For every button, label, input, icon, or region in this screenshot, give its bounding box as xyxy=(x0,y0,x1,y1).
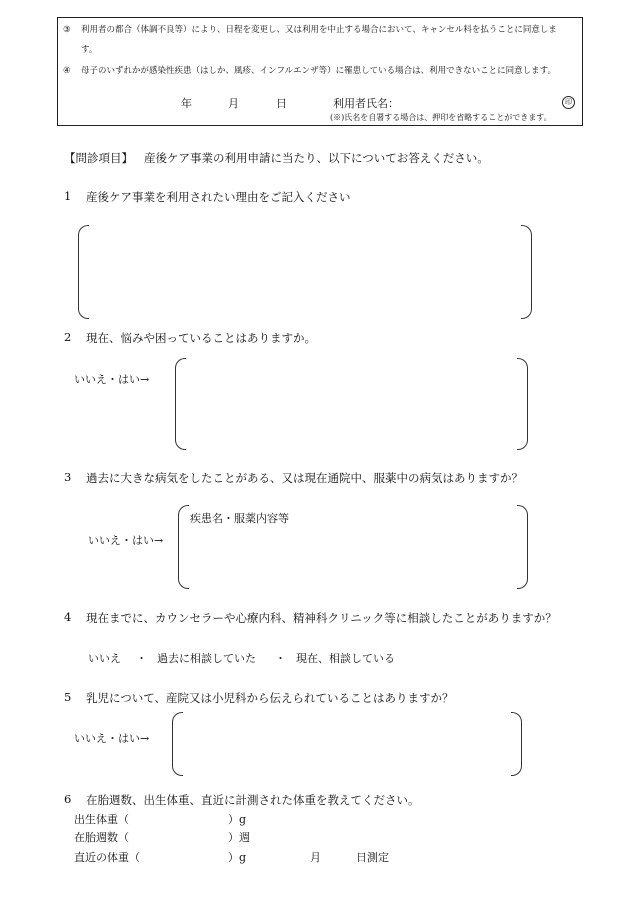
q3-choice[interactable]: いいえ・はい→ xyxy=(88,534,164,547)
q3-bracket-right xyxy=(517,505,528,589)
recent-weight-field[interactable] xyxy=(158,849,228,864)
notice-3-text-cont: す。 xyxy=(81,45,98,55)
notice-4-number: ④ xyxy=(63,66,71,76)
gestation-weeks-unit: ）週 xyxy=(228,831,250,844)
recent-weight-label: 直近の体重（ xyxy=(74,851,140,864)
q4-number: 4 xyxy=(64,610,72,624)
notice-4-text: 母子のいずれかが感染性疾患（はしか、風疹、インフルエンザ等）に罹患している場合は、利用できないことに同意します。 xyxy=(81,66,556,76)
q5-bracket-right xyxy=(511,712,522,776)
sign-name-label: 利用者氏名： xyxy=(333,97,399,110)
q4-sep-1: ・ xyxy=(136,652,147,665)
sign-day: 日 xyxy=(276,97,287,110)
q2-text: 現在、悩みや困っていることはありますか。 xyxy=(86,331,316,345)
sign-year: 年 xyxy=(181,97,192,110)
notice-3-text: 利用者の都合（体調不良等）により、日程を変更し、又は利用を中止する場合において、キャンセル料を払うことに同意しま xyxy=(81,25,557,35)
q2-bracket-right xyxy=(517,358,528,450)
q4-text: 現在までに、カウンセラーや心療内科、精神科クリニック等に相談したことがありますか？ xyxy=(86,611,557,625)
interview-intro: 産後ケア事業の利用申請に当たり、以下についてお答えください。 xyxy=(144,151,489,165)
q6-number: 6 xyxy=(64,792,72,806)
q3-number: 3 xyxy=(64,470,72,484)
q4-option-current[interactable]: 現在、相談している xyxy=(296,652,395,665)
q5-bracket-left xyxy=(172,712,183,776)
q5-number: 5 xyxy=(64,690,72,704)
q6-text: 在胎週数、出生体重、直近に計測された体重を教えてください。 xyxy=(86,793,420,807)
q1-bracket-left xyxy=(78,225,89,319)
q5-text: 乳児について、産院又は小児科から伝えられていることはありますか？ xyxy=(86,691,454,705)
recent-weight-unit: ）g xyxy=(228,851,247,864)
q3-bracket-left xyxy=(178,505,189,589)
q5-choice[interactable]: いいえ・はい→ xyxy=(74,732,150,745)
interview-title: 【問診項目】 xyxy=(64,151,133,165)
birth-weight-field[interactable] xyxy=(158,811,228,826)
birth-weight-label: 出生体重（ xyxy=(74,813,129,826)
recent-weight-month: 月 xyxy=(310,851,321,864)
q2-number: 2 xyxy=(64,330,72,344)
q4-option-past[interactable]: 過去に相談していた xyxy=(157,652,256,665)
seal-mark: 印 xyxy=(562,96,575,109)
birth-weight-unit: ）g xyxy=(228,813,247,826)
q3-text: 過去に大きな病気をしたことがある、又は現在通院中、服薬中の病気はありますか？ xyxy=(86,471,523,485)
q3-box-label: 疾患名・服薬内容等 xyxy=(190,512,289,525)
recent-weight-day: 日測定 xyxy=(356,851,389,864)
q2-choice[interactable]: いいえ・はい→ xyxy=(74,373,150,386)
seal-omit-note: (※)氏名を自署する場合は、押印を省略することができます。 xyxy=(330,113,552,122)
q4-sep-2: ・ xyxy=(275,652,286,665)
q2-bracket-left xyxy=(175,358,186,450)
gestation-weeks-label: 在胎週数（ xyxy=(74,831,129,844)
q1-bracket-right xyxy=(521,225,532,319)
q4-option-no[interactable]: いいえ xyxy=(88,652,121,665)
notice-3-number: ③ xyxy=(63,25,71,35)
sign-month: 月 xyxy=(228,97,239,110)
q1-number: 1 xyxy=(64,189,72,203)
q1-text: 産後ケア事業を利用されたい理由をご記入ください xyxy=(86,190,351,204)
gestation-weeks-field[interactable] xyxy=(158,829,228,844)
